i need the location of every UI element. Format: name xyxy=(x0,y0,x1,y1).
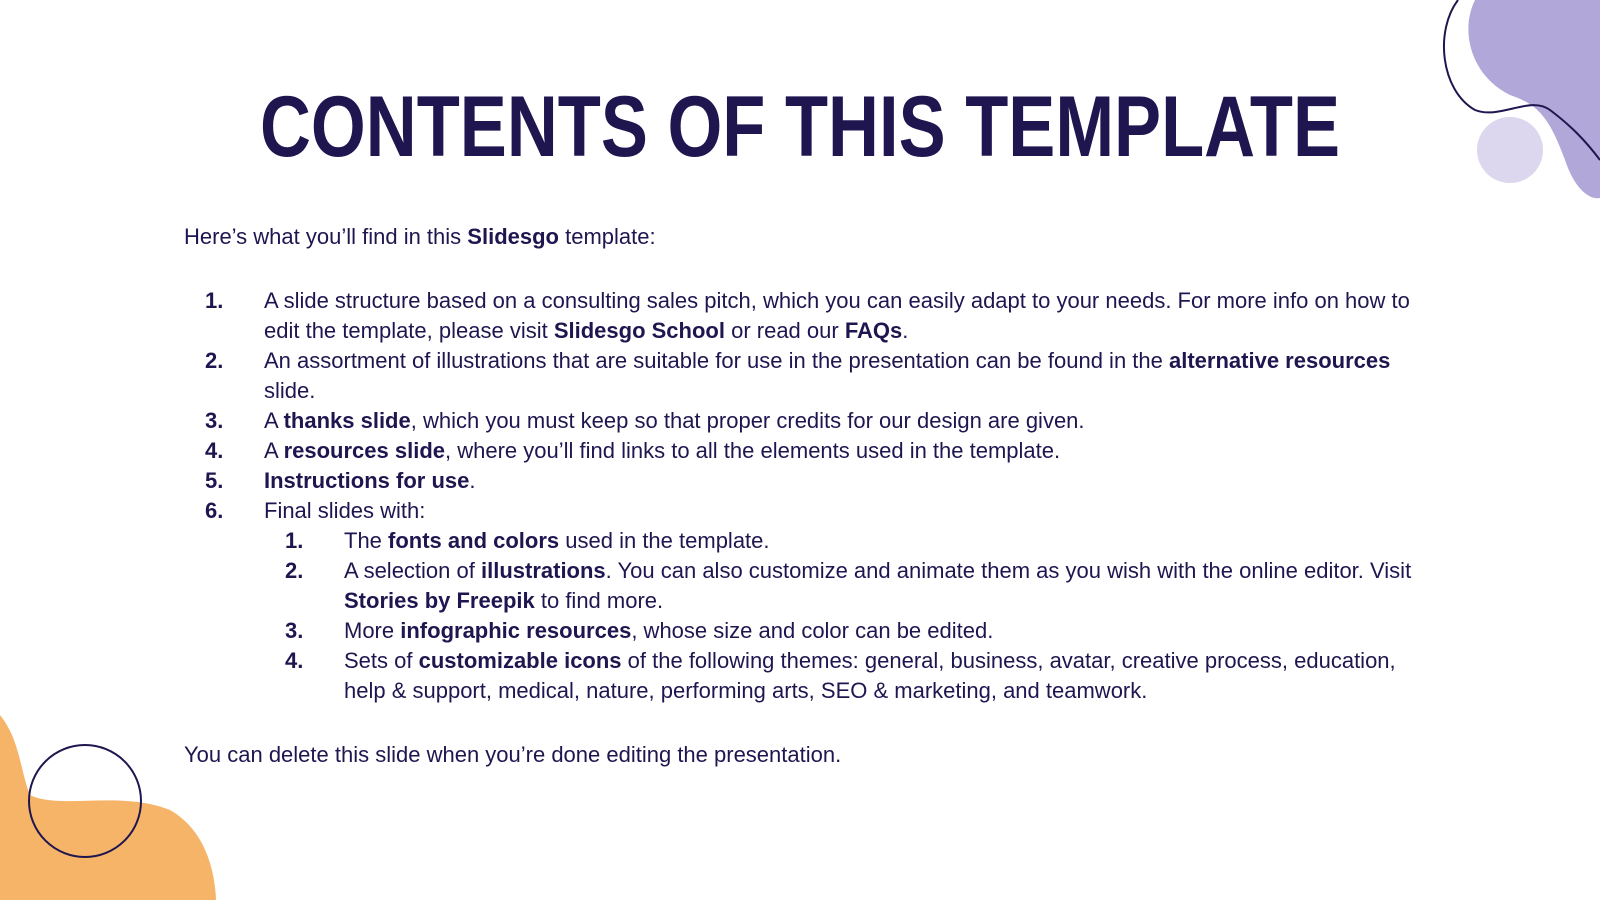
sub-list-item: 1. The fonts and colors used in the template. xyxy=(285,528,770,553)
page-title: CONTENTS OF THIS TEMPLATE xyxy=(260,79,1340,175)
sub-list-item: 4. Sets of customizable icons of the following themes: general, business, avatar, creative process, education, help & support, medical, nature, performing arts, SEO & marketing, and teamwork. xyxy=(285,648,1396,703)
sub-list-item: 2. A selection of illustrations. You can also customize and animate them as you wish with the online editor. Visit Stories by Freepik to find more. xyxy=(285,558,1412,613)
outro-text: You can delete this slide when you’re done editing the presentation. xyxy=(184,742,842,767)
list-item: 3. A thanks slide, which you must keep so that proper credits for our design are given. xyxy=(205,408,1085,433)
sub-list xyxy=(264,526,1424,706)
contents-body xyxy=(184,222,1424,770)
intro-text: Here’s what you’ll find in this Slidesgo template: xyxy=(184,224,656,249)
light-lavender-circle xyxy=(1477,117,1543,183)
list-item: 2. An assortment of illustrations that are suitable for use in the presentation can be found in the alternative resources slide. xyxy=(205,348,1391,403)
contents-list xyxy=(184,286,1424,706)
sub-list-item: 3. More infographic resources, whose size and color can be edited. xyxy=(285,618,994,643)
list-item: 5. Instructions for use. xyxy=(205,468,476,493)
list-item: 6. Final slides with: 1. The fonts and colors used in the template. 2. A selection of illustrations. You can also customize and animate them as you wish with the online editor. Visit Stories by Freepik to find more. 3. More infographic resources, whose size and color can be edited. 4. Sets of customizable icons of the following themes: general, business, avatar, creative process, education, help & support, medical, nature, performing arts, SEO & marketing, and teamwork. xyxy=(184,496,1424,706)
list-item: 4. A resources slide, where you’ll find links to all the elements used in the template. xyxy=(205,438,1061,463)
list-item: 1. A slide structure based on a consulting sales pitch, which you can easily adapt to your needs. For more info on how to edit the template, please visit Slidesgo School or read our FAQs. xyxy=(205,288,1410,343)
